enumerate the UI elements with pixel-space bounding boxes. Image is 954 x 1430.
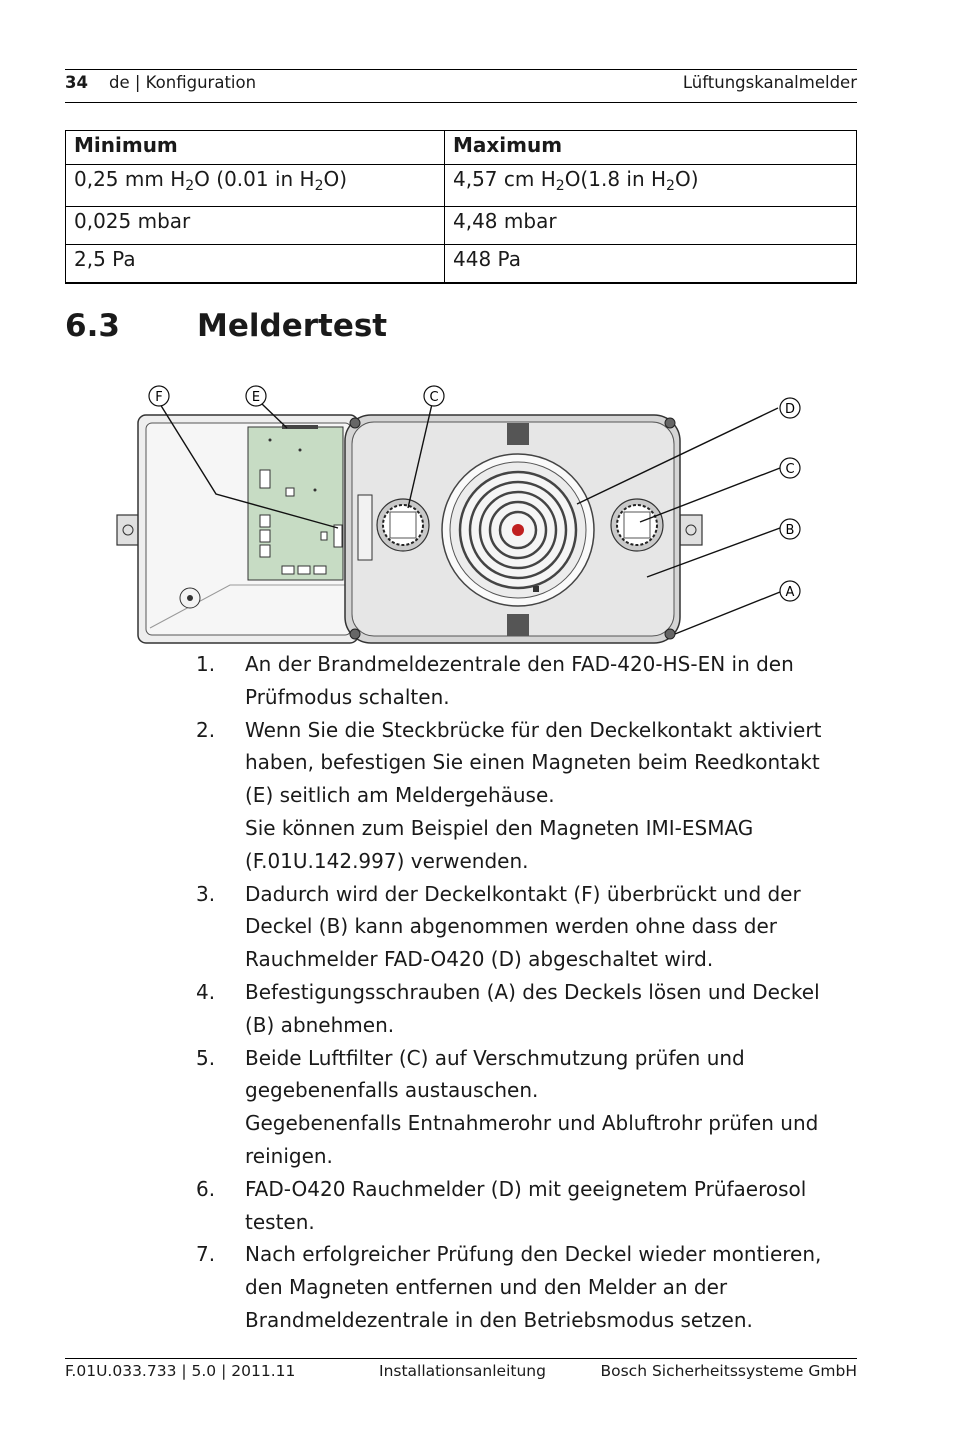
cell-min-water: 0,25 mm $H_2O$ (0.01 in $H_2O$) [66, 165, 445, 207]
column-header-minimum: Minimum [66, 131, 445, 165]
callout-c-left [424, 386, 444, 406]
table-header-row [66, 131, 857, 165]
step-number: 1. [196, 652, 216, 676]
callout-f [149, 386, 169, 406]
step-text-line: Brandmeldezentrale in den Betriebsmodus setzen. [245, 1307, 753, 1332]
detector-illustration [110, 380, 810, 650]
svg-text:D: D [784, 402, 796, 417]
svg-text:B: B [785, 523, 795, 538]
cell-min-mbar: 0,025 mbar [66, 207, 445, 245]
step-item [196, 878, 856, 976]
product-name: Lüftungskanalmelder [682, 73, 857, 92]
step-item [196, 648, 856, 714]
step-text-line: testen. [245, 1209, 315, 1234]
table-row [66, 245, 857, 283]
step-text-line: Deckel (B) kann abgenommen werden ohne dass der [245, 914, 778, 939]
step-item [196, 1238, 856, 1336]
step-text-line: An der Brandmeldezentrale den FAD-420-HS-EN in den [245, 652, 794, 676]
callout-c-right [780, 458, 800, 478]
svg-text:E: E [251, 390, 261, 405]
callout-a [780, 581, 800, 601]
step-number: 7. [196, 1242, 216, 1267]
table-row [66, 207, 857, 245]
section-title: Meldertest [197, 308, 388, 344]
step-text-line: Wenn Sie die Steckbrücke für den Deckelkontakt aktiviert [245, 717, 822, 742]
cell-max-mbar: 4,48 mbar [445, 207, 857, 245]
step-text-line: Nach erfolgreicher Prüfung den Deckel wieder montieren, [245, 1242, 822, 1267]
step-item [196, 976, 856, 1042]
step-item [196, 1042, 856, 1173]
step-text-line: Sie können zum Beispiel den Magneten IMI-ESMAG [245, 815, 754, 840]
step-text-line: gegebenenfalls austauschen. [245, 1078, 539, 1103]
step-text-line: (F.01U.142.997) verwenden. [245, 848, 529, 873]
section-number: 6.3 [65, 308, 120, 344]
page-number: 34 [65, 73, 88, 92]
chapter-label: de | Konfiguration [109, 73, 257, 92]
test-steps-list [196, 648, 856, 1337]
step-number: 3. [196, 881, 216, 906]
step-number: 4. [196, 979, 216, 1004]
page-header [65, 69, 857, 103]
cell-max-water: 4,57 cm $H_2O(1.8$ in $H_2O$) [445, 165, 857, 207]
callout-e [246, 386, 266, 406]
document-type: Installationsanleitung [379, 1362, 546, 1380]
step-text-line: reinigen. [245, 1143, 333, 1168]
step-item [196, 714, 856, 878]
document-id: F.01U.033.733 | 5.0 | 2011.11 [65, 1362, 296, 1380]
svg-text:F: F [155, 390, 163, 405]
cell-min-pa: 2,5 Pa [66, 245, 445, 283]
step-number: 5. [196, 1045, 216, 1070]
cell-max-pa: 448 Pa [445, 245, 857, 283]
step-text-line: Dadurch wird der Deckelkontakt (F) überbrückt und der [245, 881, 801, 906]
step-text-line: Prüfmodus schalten. [245, 684, 450, 709]
svg-text:A: A [785, 585, 795, 600]
step-text-line: FAD-O420 Rauchmelder (D) mit geeignetem Prüfaerosol [245, 1176, 807, 1201]
company-name: Bosch Sicherheitssysteme GmbH [600, 1362, 857, 1380]
step-text-line: Befestigungsschrauben (A) des Deckels lösen und Deckel [245, 979, 820, 1004]
svg-text:C: C [429, 390, 439, 405]
step-text-line: (E) seitlich am Meldergehäuse. [245, 783, 555, 808]
column-header-maximum: Maximum [445, 131, 857, 165]
step-number: 2. [196, 717, 216, 742]
step-number: 6. [196, 1176, 216, 1201]
step-text-line: haben, befestigen Sie einen Magneten beim Reedkontakt [245, 750, 820, 775]
callout-b [780, 519, 800, 539]
step-text-line: Rauchmelder FAD-O420 (D) abgeschaltet wird. [245, 947, 714, 972]
step-item [196, 1173, 856, 1239]
svg-text:C: C [785, 462, 795, 477]
step-text-line: (B) abnehmen. [245, 1012, 395, 1037]
pressure-range-table [65, 130, 857, 284]
step-text-line: den Magneten entfernen und den Melder an der [245, 1275, 728, 1300]
step-text-line: Beide Luftfilter (C) auf Verschmutzung prüfen und [245, 1045, 745, 1070]
step-text-line: Gegebenenfalls Entnahmerohr und Abluftrohr prüfen und [245, 1111, 819, 1136]
callout-d [780, 398, 800, 418]
page-footer [65, 1358, 857, 1389]
table-row [66, 165, 857, 207]
